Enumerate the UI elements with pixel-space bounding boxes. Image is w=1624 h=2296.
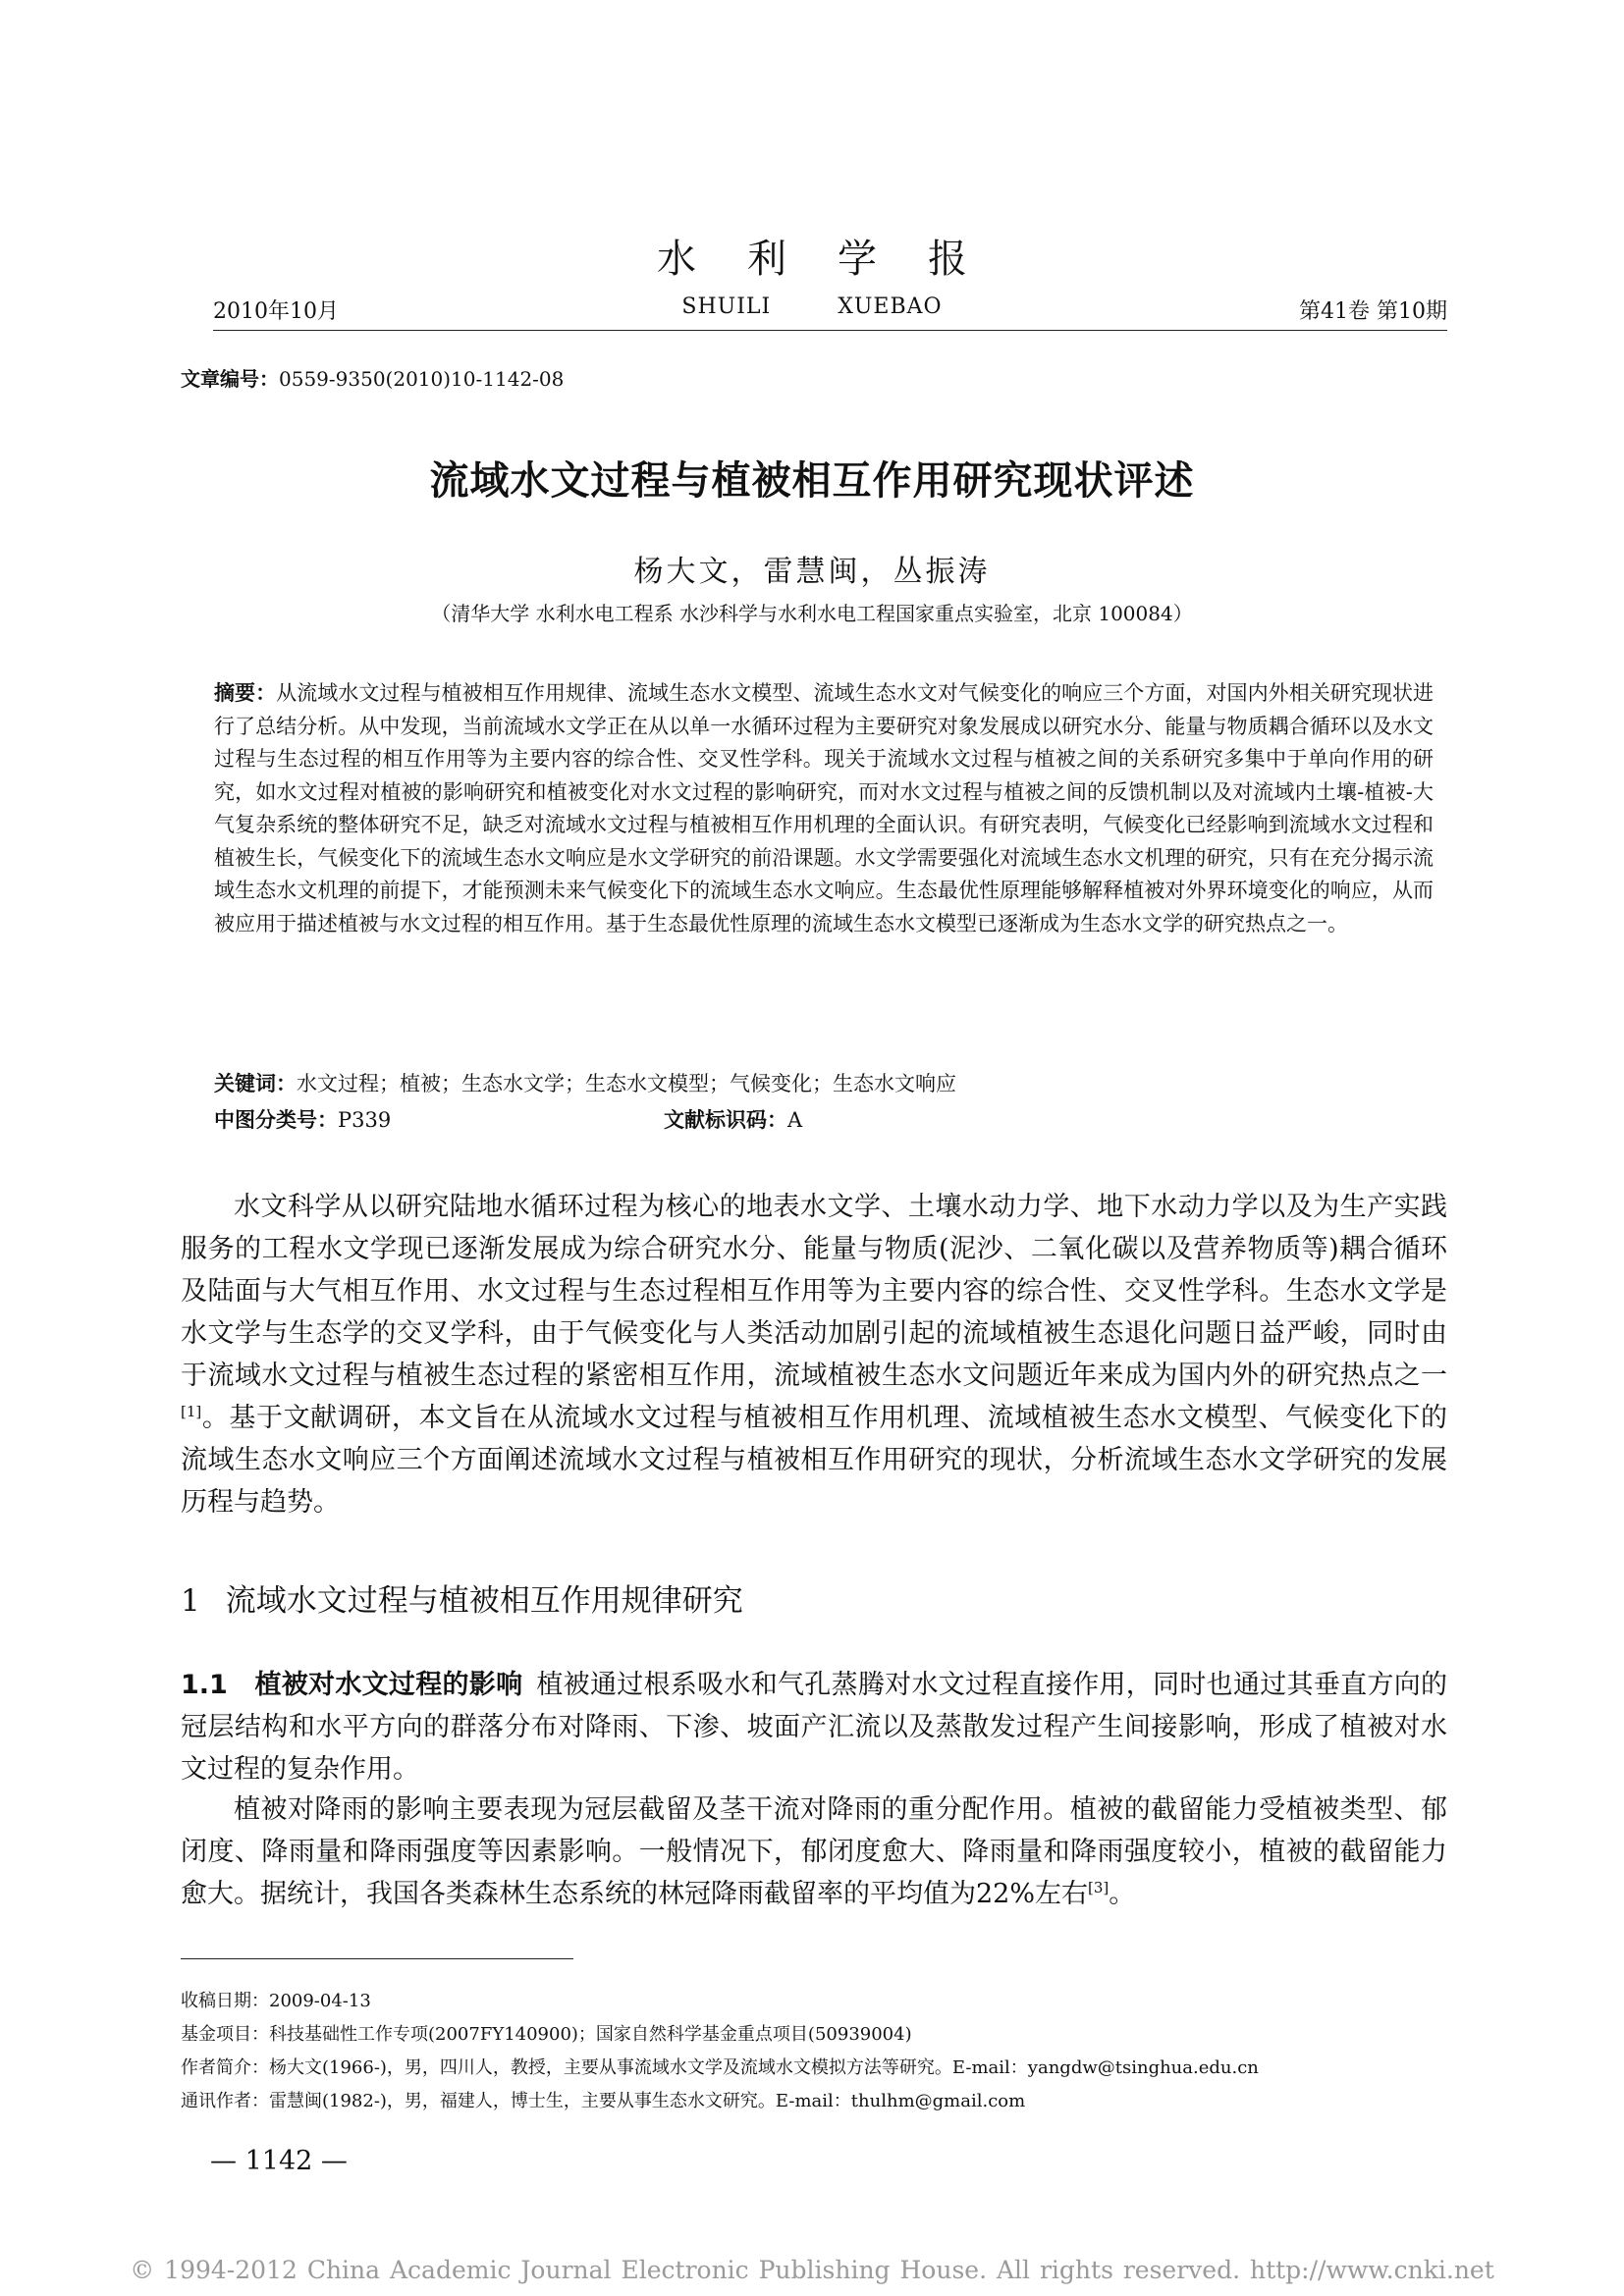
affiliation: （清华大学 水利水电工程系 水沙科学与水利水电工程国家重点实验室，北京 100084） (431, 602, 1193, 625)
rainfall-text: 植被对降雨的影响主要表现为冠层截留及茎干流对降雨的重分配作用。植被的截留能力受植被类型、郁闭度、降雨量和降雨强度等因素影响。一般情况下，郁闭度愈大、降雨量和降雨强度较小，植被的截留能力愈大。据统计，我国各类森林生态系统的林冠降雨截留率的平均值为22%左右 (181, 1794, 1447, 1909)
journal-pinyin-1: SHUILI (681, 294, 772, 319)
section-number: 1 (181, 1583, 200, 1619)
article-number-label: 文章编号： (181, 367, 279, 391)
subsection-title: 植被对水文过程的影响 (254, 1670, 523, 1700)
journal-pinyin-2: XUEBAO (838, 294, 943, 319)
page-number: — 1142 — (210, 2146, 348, 2176)
footnote-rule (181, 1958, 573, 1959)
section-heading (181, 1575, 743, 1620)
intro-text: 水文科学从以研究陆地水循环过程为核心的地表水文学、土壤水动力学、地下水动力学以及为生产实践服务的工程水文学现已逐渐发展成为综合研究水分、能量与物质(泥沙、二氧化碳以及营养物质等)耦合循环及陆面与大气相互作用、水文过程与生态过程相互作用等为主要内容的综合性、交叉性学科。生态水文学是水文学与生态学的交叉学科，由于气候变化与人类活动加剧引起的流域植被生态退化问题日益严峻，同时由于流域水文过程与植被生态过程的紧密相互作用，流域植被生态水文问题近年来成为国内外的研究热点之一 (181, 1192, 1447, 1391)
footnote-corresponding: 通讯作者：雷慧闽(1982-)，男，福建人，博士生，主要从事生态水文研究。E-mail：thulhm@gmail.com (181, 2091, 1026, 2111)
document-code-value: A (787, 1108, 803, 1132)
abstract-label: 摘要： (214, 681, 277, 705)
subsection-heading (181, 1670, 522, 1700)
document-code (664, 1104, 802, 1134)
rainfall-paragraph (181, 1789, 1447, 1915)
paper-title: 流域水文过程与植被相互作用研究现状评述 (429, 458, 1195, 504)
abstract-text: 从流域水文过程与植被相互作用规律、流域生态水文模型、流域生态水文对气候变化的响应三个方面，对国内外相关研究现状进行了总结分析。从中发现，当前流域水文学正在从以单一水循环过程为主要研究对象发展成以研究水分、能量与物质耦合循环以及水文过程与生态过程的相互作用等为主要内容的综合性、交叉性学科。现关于流域水文过程与植被之间的关系研究多集中于单向作用的研究，如水文过程对植被的影响研究和植被变化对水文过程的影响研究，而对水文过程与植被之间的反馈机制以及对流域内土壤-植被-大气复杂系统的整体研究不足，缺乏对流域水文过程与植被相互作用机理的全面认识。有研究表明，气候变化已经影响到流域水文过程和植被生长，气候变化下的流域生态水文响应是水文学研究的前沿课题。水文学需要强化对流域生态水文机理的研究，只有在充分揭示流域生态水文机理的前提下，才能预测未来气候变化下的流域生态水文响应。生态最优性原理能够解释植被对外界环境变化的响应，从而被应用于描述植被与水文过程的相互作用。基于生态最优性原理的流域生态水文模型已逐渐成为生态水文学的研究热点之一。 (214, 681, 1434, 935)
copyright-notice: © 1994-2012 China Academic Journal Electronic Publishing House. All rights reserved. http://www.cnki.net (130, 2256, 1494, 2284)
journal-title: 水利学报 (657, 237, 1018, 282)
keywords-text: 水文过程；植被；生态水文学；生态水文模型；气候变化；生态水文响应 (297, 1072, 956, 1095)
keywords-label: 关键词： (214, 1072, 297, 1095)
clc-label: 中图分类号： (214, 1108, 338, 1132)
document-code-label: 文献标识码： (664, 1108, 787, 1132)
footnote-funding: 基金项目：科技基础性工作专项(2007FY140900)；国家自然科学基金重点项目(50939004) (181, 2024, 912, 2045)
keywords (214, 1068, 956, 1097)
authors: 杨大文，雷慧闽，丛振涛 (633, 555, 991, 589)
intro-text-after: 。基于文献调研，本文旨在从流域水文过程与植被相互作用机理、流域植被生态水文模型、气候变化下的流域生态水文响应三个方面阐述流域水文过程与植被相互作用研究的现状，分析流域生态水文学研究的发展历程与趋势。 (181, 1403, 1447, 1518)
section-title: 流域水文过程与植被相互作用规律研究 (225, 1583, 743, 1619)
subsection-number: 1.1 (181, 1670, 228, 1700)
subsection-paragraph (181, 1664, 1447, 1790)
article-number-value: 0559-9350(2010)10-1142-08 (279, 367, 565, 391)
rainfall-text-after: 。 (1109, 1879, 1136, 1909)
article-number (181, 363, 564, 392)
volume-issue: 第41卷 第10期 (1299, 299, 1447, 324)
footnote-author-bio: 作者简介：杨大文(1966-)，男，四川人，教授，主要从事流域水文学及流域水文模拟方法等研究。E-mail：yangdw@tsinghua.edu.cn (181, 2057, 1259, 2078)
footnote-received: 收稿日期：2009-04-13 (181, 1991, 371, 2011)
citation-ref: [3] (1088, 1879, 1110, 1896)
abstract (214, 677, 1434, 940)
citation-ref: [1] (181, 1403, 202, 1420)
subsection-text: 植被通过根系吸水和气孔蒸腾对水文过程直接作用，同时也通过其垂直方向的冠层结构和水平方向的群落分布对降雨、下渗、坡面产汇流以及蒸散发过程产生间接影响，形成了植被对水文过程的复杂作用。 (181, 1670, 1448, 1785)
header-rule (213, 330, 1447, 331)
intro-paragraph (181, 1186, 1447, 1523)
clc-number (214, 1104, 391, 1134)
issue-date: 2010年10月 (213, 299, 339, 324)
clc-value: P339 (338, 1108, 392, 1132)
